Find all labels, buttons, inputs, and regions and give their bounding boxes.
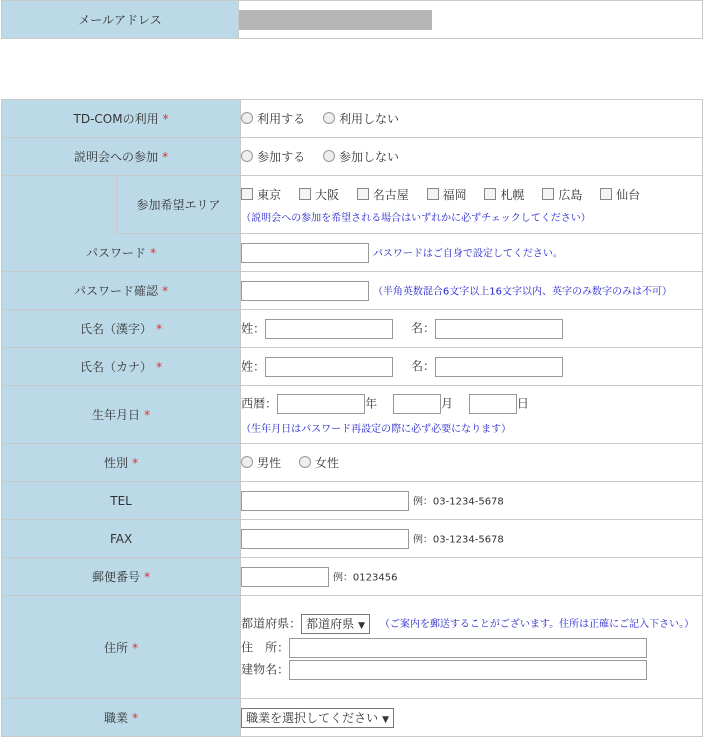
- option-label: 名古屋: [372, 187, 409, 202]
- required-mark: *: [132, 640, 139, 655]
- job-select[interactable]: [241, 708, 394, 728]
- seminar-label-text: 説明会への参加: [74, 150, 159, 164]
- required-mark: *: [144, 408, 151, 422]
- tel-input[interactable]: [241, 491, 409, 511]
- password-input[interactable]: [241, 243, 369, 263]
- checkbox-icon[interactable]: [357, 188, 369, 200]
- tel-row: [2, 482, 703, 520]
- tdcom-label: [2, 100, 241, 138]
- option-label: 利用する: [257, 112, 306, 126]
- birth-label: [2, 386, 241, 444]
- gender-option-male[interactable]: [241, 456, 281, 470]
- tdcom-option-nouse[interactable]: [323, 112, 399, 126]
- address-note: （ご案内を郵送することがございます。住所は正確にご記入下さい。）: [379, 619, 695, 631]
- tel-label: TEL: [2, 482, 241, 520]
- address-label: [2, 596, 241, 699]
- checkbox-icon[interactable]: [241, 188, 253, 200]
- seminar-option-nojoin[interactable]: [323, 150, 399, 164]
- checkbox-icon[interactable]: [600, 188, 612, 200]
- area-label: 参加希望エリア: [117, 176, 241, 234]
- area-option-osaka[interactable]: [299, 188, 339, 202]
- tdcom-option-use[interactable]: [241, 112, 305, 126]
- month-label: 月: [440, 396, 453, 411]
- name-kana-row: [2, 348, 703, 386]
- job-label: [2, 699, 241, 737]
- zip-label-text: 郵便番号: [92, 570, 141, 584]
- password-note: パスワードはご自身で設定してください。: [372, 248, 563, 259]
- mei-kanji-input[interactable]: [435, 319, 563, 339]
- section-gap: [0, 39, 704, 99]
- address-row: [2, 596, 703, 699]
- chevron-down-icon: ▼: [382, 714, 390, 725]
- tdcom-value: [241, 100, 703, 138]
- required-mark: *: [132, 456, 139, 470]
- option-label: 大阪: [314, 187, 339, 202]
- birth-day-input[interactable]: [469, 394, 517, 414]
- job-label-text: 職業: [104, 711, 129, 725]
- area-row: [2, 176, 703, 234]
- pref-select-value: 都道府県: [306, 616, 355, 631]
- seminar-row: [2, 138, 703, 176]
- fax-example: 例：03-1234-5678: [412, 534, 504, 545]
- mei-kana-input[interactable]: [435, 357, 563, 377]
- area-option-nagoya[interactable]: [357, 188, 409, 202]
- required-mark: *: [150, 246, 157, 260]
- required-mark: *: [132, 711, 139, 725]
- area-option-hiroshima[interactable]: [542, 188, 582, 202]
- option-label: 利用しない: [338, 112, 399, 126]
- sei-label: 姓：: [241, 359, 266, 373]
- tel-example: 例：03-1234-5678: [412, 496, 504, 507]
- radio-icon[interactable]: [323, 150, 335, 162]
- required-mark: *: [162, 150, 169, 164]
- name-kanji-label: [2, 310, 241, 348]
- zip-example: 例：0123456: [332, 572, 398, 583]
- option-label: 札幌: [500, 187, 525, 202]
- seminar-option-join[interactable]: [241, 150, 305, 164]
- gender-option-female[interactable]: [299, 456, 339, 470]
- sei-kanji-input[interactable]: [265, 319, 393, 339]
- gender-label: [2, 444, 241, 482]
- job-row: [2, 699, 703, 737]
- option-label: 東京: [257, 187, 282, 202]
- address-label-text: 住所: [104, 640, 129, 655]
- day-label: 日: [516, 396, 529, 411]
- radio-icon[interactable]: [241, 456, 253, 468]
- zip-value: [241, 558, 703, 596]
- password-confirm-input[interactable]: [241, 281, 369, 301]
- pref-select[interactable]: [301, 614, 370, 634]
- password-label-text: パスワード: [86, 246, 147, 260]
- address-input[interactable]: [289, 638, 647, 658]
- mei-label: 名：: [410, 321, 435, 335]
- pref-label: 都道府県：: [241, 616, 302, 631]
- birth-value: [241, 386, 703, 444]
- name-kana-value: [241, 348, 703, 386]
- radio-icon[interactable]: [241, 150, 253, 162]
- email-redacted: [239, 10, 432, 30]
- fax-label: FAX: [2, 520, 241, 558]
- password-confirm-row: [2, 272, 703, 310]
- email-label: メールアドレス: [2, 1, 239, 39]
- sei-kana-input[interactable]: [265, 357, 393, 377]
- radio-icon[interactable]: [299, 456, 311, 468]
- email-table: [1, 0, 703, 39]
- zip-row: [2, 558, 703, 596]
- name-kanji-value: [241, 310, 703, 348]
- area-option-fukuoka[interactable]: [427, 188, 467, 202]
- birth-year-input[interactable]: [277, 394, 365, 414]
- name-kana-label: [2, 348, 241, 386]
- required-mark: *: [156, 360, 163, 374]
- zip-label: [2, 558, 241, 596]
- birth-note: （生年月日はパスワード再設定の際に必ず必要になります）: [241, 424, 512, 435]
- required-mark: *: [156, 322, 163, 336]
- chevron-down-icon: ▼: [358, 620, 366, 631]
- job-value: [241, 699, 703, 737]
- email-row: [2, 1, 703, 39]
- registration-form: [1, 99, 703, 737]
- birth-month-input[interactable]: [393, 394, 441, 414]
- password-row: [2, 234, 703, 272]
- checkbox-icon[interactable]: [427, 188, 439, 200]
- mei-label: 名：: [410, 359, 435, 373]
- name-kanji-label-text: 氏名（漢字）: [80, 322, 153, 336]
- password-confirm-note: （半角英数混合6文字以上16文字以内、英字のみ数字のみは不可）: [372, 286, 673, 297]
- option-label: 仙台: [616, 187, 641, 202]
- building-label: 建物名：: [241, 662, 290, 677]
- year-label: 年: [365, 396, 378, 411]
- required-mark: *: [144, 570, 151, 584]
- area-option-tokyo[interactable]: [241, 188, 281, 202]
- area-note: （説明会への参加を希望される場合はいずれかに必ずチェックしてください）: [241, 212, 591, 224]
- name-kana-label-text: 氏名（カナ）: [80, 360, 153, 374]
- tdcom-row: [2, 100, 703, 138]
- zip-input[interactable]: [241, 567, 329, 587]
- addr-label: 住 所：: [241, 640, 290, 655]
- fax-row: [2, 520, 703, 558]
- seminar-value: [241, 138, 703, 176]
- area-value: [241, 176, 703, 234]
- name-kanji-row: [2, 310, 703, 348]
- option-label: 男性: [257, 456, 282, 470]
- gender-value: [241, 444, 703, 482]
- fax-value: [241, 520, 703, 558]
- password-value: [241, 234, 703, 272]
- sei-label: 姓：: [241, 321, 266, 335]
- password-confirm-label-text: パスワード確認: [74, 284, 159, 298]
- job-select-value: 職業を選択してください: [246, 710, 379, 725]
- tel-value: [241, 482, 703, 520]
- option-label: 福岡: [442, 187, 467, 202]
- area-option-sendai[interactable]: [600, 188, 640, 202]
- checkbox-icon[interactable]: [484, 188, 496, 200]
- gender-label-text: 性別: [104, 456, 129, 470]
- option-label: 女性: [314, 456, 339, 470]
- required-mark: *: [162, 112, 169, 126]
- email-value: [239, 1, 703, 39]
- checkbox-icon[interactable]: [299, 188, 311, 200]
- gender-row: [2, 444, 703, 482]
- password-label: [2, 234, 241, 272]
- fax-input[interactable]: [241, 529, 409, 549]
- area-option-sapporo[interactable]: [484, 188, 524, 202]
- building-input[interactable]: [289, 660, 647, 680]
- era-label: 西暦：: [241, 396, 278, 411]
- birth-label-text: 生年月日: [92, 408, 141, 422]
- password-confirm-label: [2, 272, 241, 310]
- option-label: 参加しない: [338, 150, 399, 164]
- option-label: 広島: [558, 187, 583, 202]
- option-label: 参加する: [257, 150, 306, 164]
- radio-icon[interactable]: [323, 112, 335, 124]
- address-value: [241, 596, 703, 699]
- checkbox-icon[interactable]: [542, 188, 554, 200]
- required-mark: *: [162, 284, 169, 298]
- birth-row: [2, 386, 703, 444]
- password-confirm-value: [241, 272, 703, 310]
- area-indent: [2, 176, 117, 234]
- tdcom-label-text: TD-COMの利用: [73, 112, 159, 126]
- radio-icon[interactable]: [241, 112, 253, 124]
- seminar-label: [2, 138, 241, 176]
